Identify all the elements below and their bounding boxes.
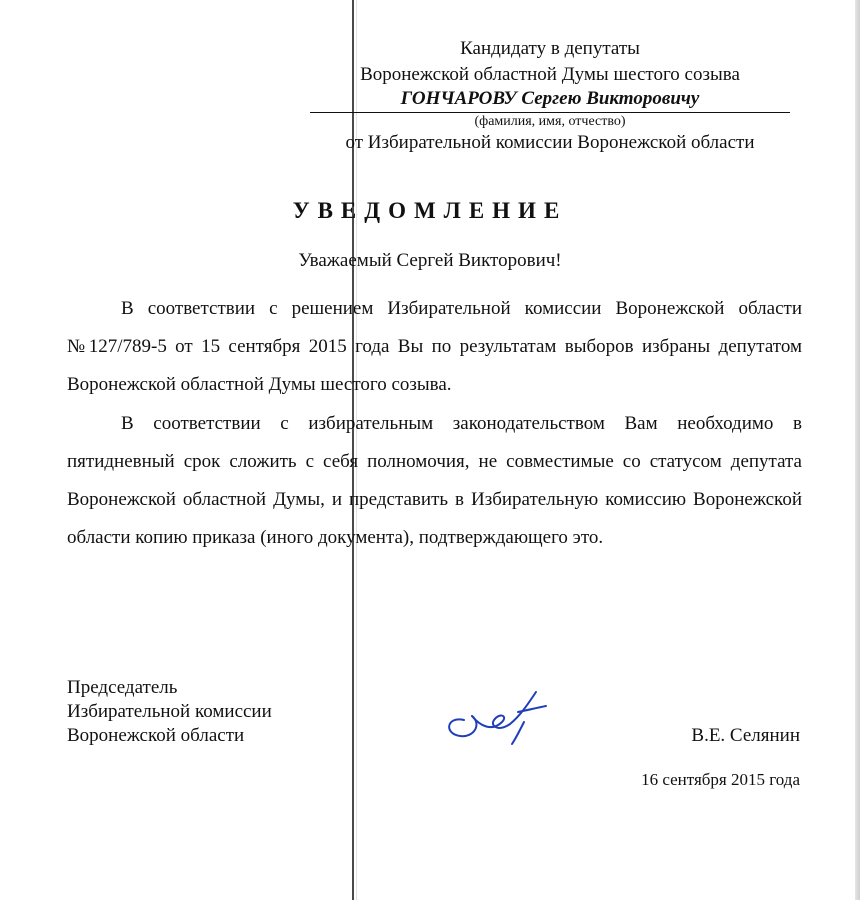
signatory-position-line-3: Воронежской области xyxy=(67,725,245,746)
document-title: УВЕДОМЛЕНИЕ xyxy=(292,198,568,223)
addressee-name: ГОНЧАРОВУ Сергею Викторовичу xyxy=(400,88,700,109)
addressee-line-2: Воронежской областной Думы шестого созыва xyxy=(360,64,740,85)
document-date: 16 сентября 2015 года xyxy=(641,770,800,789)
signatory-position-line-1: Председатель xyxy=(67,677,178,698)
body-paragraph-1: В соответствии с решением Избирательной комиссии Воронежской области №127/789-5 от 15 сентября 2015 года Вы по результатам выборов избраны депутатом Воронежской областной Думы шестого созыва. xyxy=(67,298,802,395)
addressee-underline xyxy=(310,112,790,113)
handwritten-signature xyxy=(436,686,556,746)
greeting: Уважаемый Сергей Викторович! xyxy=(298,250,562,271)
scan-page-edge xyxy=(855,0,860,900)
addressee-line-1: Кандидату в депутаты xyxy=(460,38,640,59)
signatory-position xyxy=(67,676,272,748)
addressee-caption: (фамилия, имя, отчество) xyxy=(474,114,626,129)
sender-line: от Избирательной комиссии Воронежской области xyxy=(345,132,755,153)
signatory-name: В.Е. Селянин xyxy=(691,725,800,746)
signatory-position-line-2: Избирательной комиссии xyxy=(67,701,272,722)
body-paragraph-2: В соответствии с избирательным законодательством Вам необходимо в пятидневный срок сложить с себя полномочия, не совместимые со статусом депутата Воронежской областной Думы, и представить в Избирательную комиссию Воронежской области копию приказа (иного документа), подтверждающего это. xyxy=(67,413,802,548)
